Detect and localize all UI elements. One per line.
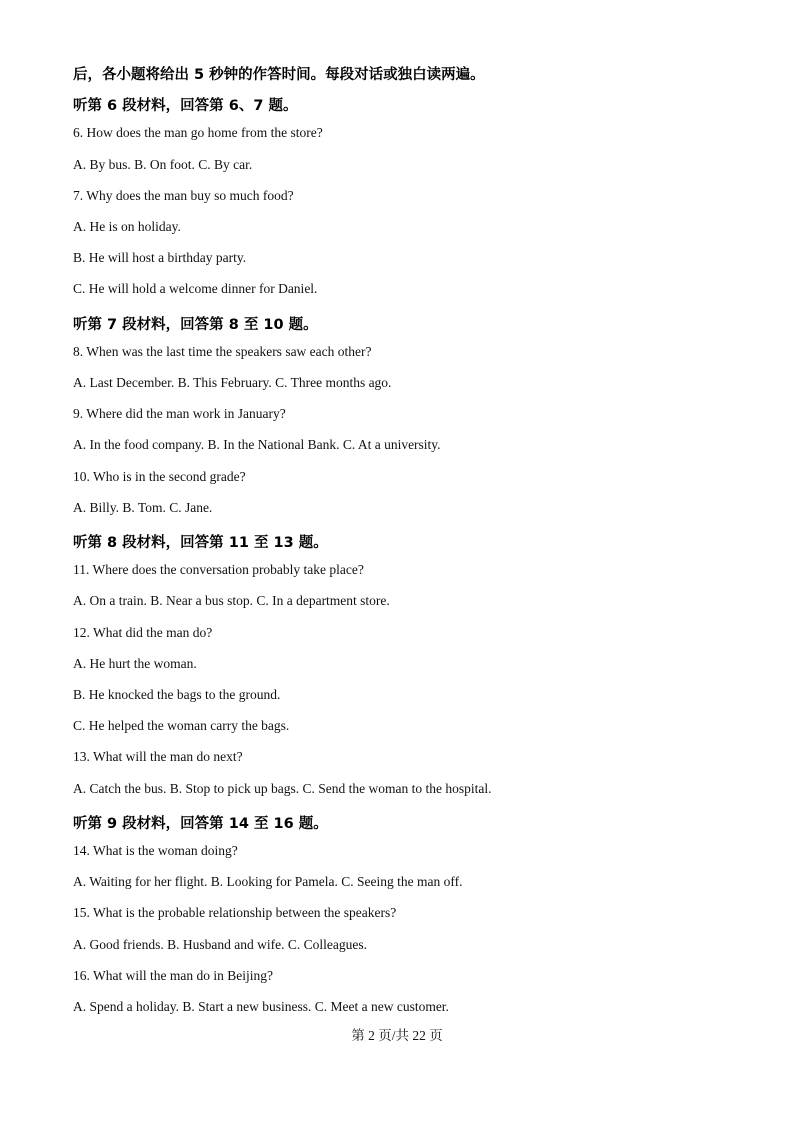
question-line: 14. What is the woman doing?: [73, 843, 238, 858]
question-line: 13. What will the man do next?: [73, 749, 243, 765]
question-line: A. He hurt the woman.: [73, 655, 197, 671]
question-line: B. He knocked the bags to the ground.: [73, 687, 281, 702]
question-line: 10. Who is in the second grade?: [73, 468, 246, 484]
section-heading: 后，各小题将给出 5 秒钟的作答时间。每段对话或独白读两遍。: [73, 67, 485, 83]
question-line: A. Billy. B. Tom. C. Jane.: [73, 499, 213, 515]
question-line: A. Good friends. B. Husband and wife. C. Colleagues.: [73, 936, 367, 952]
question-line: A. Spend a holiday. B. Start a new business. C. Meet a new customer.: [73, 999, 449, 1014]
question-line: 9. Where did the man work in January?: [73, 406, 286, 422]
question-line: 6. How does the man go home from the store?: [73, 125, 323, 141]
question-line: A. In the food company. B. In the National Bank. C. At a university.: [73, 437, 441, 453]
section-heading: 听第 7 段材料，回答第 8 至 10 题。: [73, 316, 318, 333]
section-heading: 听第 9 段材料，回答第 14 至 16 题。: [73, 815, 328, 832]
question-line: A. Last December. B. This February. C. Three months ago.: [73, 375, 392, 390]
question-line: 11. Where does the conversation probably take place?: [73, 562, 364, 578]
question-line: A. He is on holiday.: [73, 219, 181, 234]
question-line: 7. Why does the man buy so much food?: [73, 187, 294, 203]
question-line: A. Catch the bus. B. Stop to pick up bags. C. Send the woman to the hospital.: [73, 780, 492, 796]
question-line: 8. When was the last time the speakers saw each other?: [73, 343, 372, 359]
question-line: 16. What will the man do in Beijing?: [73, 967, 273, 983]
question-line: C. He helped the woman carry the bags.: [73, 718, 290, 734]
section-heading: 听第 6 段材料，回答第 6、7 题。: [73, 98, 298, 115]
question-line: 15. What is the probable relationship between the speakers?: [73, 905, 397, 921]
question-line: C. He will hold a welcome dinner for Daniel.: [73, 281, 318, 297]
question-line: A. By bus. B. On foot. C. By car.: [73, 156, 253, 172]
question-line: 12. What did the man do?: [73, 624, 213, 640]
section-heading: 听第 8 段材料，回答第 11 至 13 题。: [73, 535, 328, 551]
page-footer: 第 2 页/共 22 页: [351, 1028, 443, 1043]
question-line: A. On a train. B. Near a bus stop. C. In a department store.: [73, 593, 390, 609]
question-line: A. Waiting for her flight. B. Looking for Pamela. C. Seeing the man off.: [73, 874, 463, 890]
question-line: B. He will host a birthday party.: [73, 250, 247, 266]
